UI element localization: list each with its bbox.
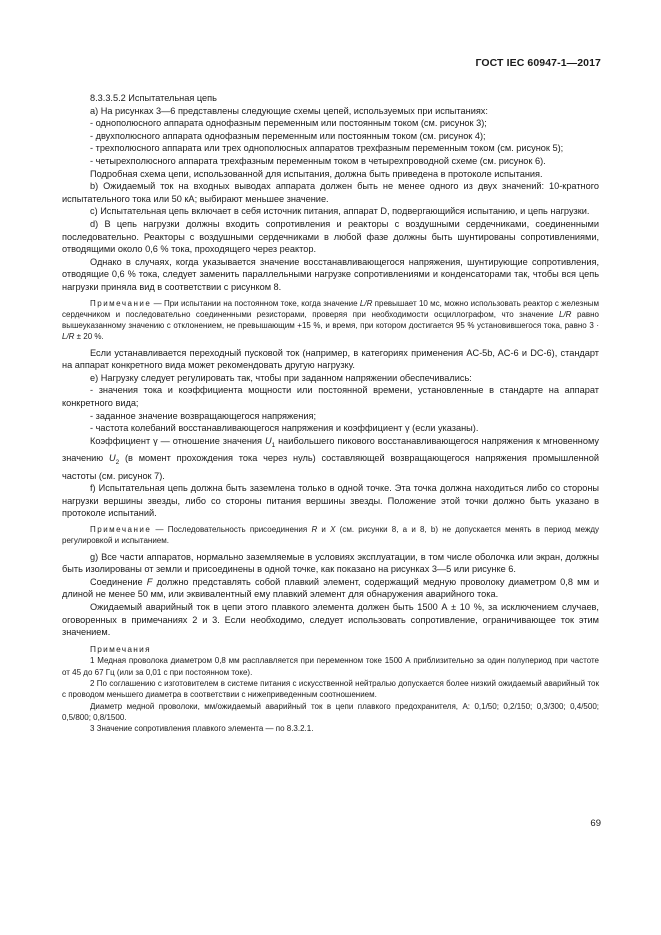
list-item: - четырехполюсного аппарата трехфазным переменным током в четырехпроводной схеме (см. рисунок 6). [90, 155, 546, 166]
paragraph: Однако в случаях, когда указывается значение восстанавливающегося напряжения, шунтирующие сопротивления, отводящие 0,6 % тока, следует заменить параллельными нагрузке сопротивлениями и конденсаторами так, чтобы вся цепь нагрузки приняла вид в соответствии с рисунком 8. [62, 256, 599, 292]
paragraph: g) Все части аппаратов, нормально заземляемые в условиях эксплуатации, в том числе оболочка или экран, должны быть изолированы от земли и присоединены в одной точке, как показано на рисунках 3—5 или рисунке 6. [62, 551, 599, 575]
paragraph: a) На рисунках 3—6 представлены следующие схемы цепей, используемых при испытаниях: [90, 105, 488, 116]
paragraph: e) Нагрузку следует регулировать так, чтобы при заданном напряжении обеспечивались: [90, 372, 472, 383]
page-number: 69 [590, 818, 601, 829]
list-item: - двухполюсного аппарата однофазным переменным или постоянным током (см. рисунок 4); [90, 130, 486, 141]
note-paragraph: Примечание — При испытании на постоянном токе, когда значение L/R превышает 10 мс, можно использовать реактор с железным сердечником и последовательно соединенными резисторами, проверяя при необходимости осциллографом, что значение L/R равно вышеуказанному значению с отклонением, не превышающим +15 %, и время, при котором достигается 95 % установившегося тока, равно 3 · L/R ± 20 %. [62, 298, 599, 342]
paragraph: d) В цепь нагрузки должны входить сопротивления и реакторы с воздушными сердечниками, соединенными последовательно. Реакторы с воздушными сердечниками в любой фазе должны быть шунтированы сопротивлениями, отводящими около 0,6 % тока, проходящего через реактор. [62, 218, 599, 255]
paragraph: Если устанавливается переходный пусковой ток (например, в категориях применения AC-5b, AC-6 и DC-6), стандарт на аппарат конкретного вида может рекомендовать другую нагрузку. [62, 347, 599, 371]
note-label: Примечание [90, 298, 152, 308]
paragraph: c) Испытательная цепь включает в себя источник питания, аппарат D, подвергающийся испытанию, и цепь нагрузки. [90, 206, 590, 217]
note-item: 2 По соглашению с изготовителем в системе питания с искусственной нейтралью допускается более низкий ожидаемый аварийный ток с проводом меньшего диаметра в соответствии с нижеприведенным соотношением. [62, 679, 599, 700]
note-item: 3 Значение сопротивления плавкого элемента — по 8.3.2.1. [90, 724, 314, 734]
list-item: - частота колебаний восстанавливающегося напряжения и коэффициент γ (если указаны). [90, 423, 479, 434]
note-item: Диаметр медной проволоки, мм/ожидаемый аварийный ток в цепи плавкого предохранителя, А: 0,1/50; 0,2/150; 0,3/300; 0,4/500; 0,5/800; 0,8/1500. [62, 701, 599, 722]
paragraph: Ожидаемый аварийный ток в цепи этого плавкого элемента должен быть 1500 А ± 10 %, за исключением случаев, оговоренных в примечаниях 2 и 3. Если необходимо, следует использовать сопротивление, ограничивающее ток этим значением. [62, 602, 599, 638]
note-label: Примечание [90, 525, 152, 535]
paragraph: Коэффициент γ — отношение значения $U_1$ наибольшего пикового восстанавливающегося напряжения к мгновенному значению $U_2$ (в момент прохождения тока через нуль) составляющей возвращающегося напряжения промышленной частоты (см. рисунок 7). [62, 435, 599, 481]
paragraph: Соединение F должно представлять собой плавкий элемент, содержащий медную проволоку диаметром 0,8 мм и длиной не менее 50 мм, или эквивалентный ему плавкий элемент для обнаружения аварийного тока. [62, 576, 599, 600]
note-item: 1 Медная проволока диаметром 0,8 мм расплавляется при переменном токе 1500 А приблизительно за один полупериод при частоте от 45 до 67 Гц (или за 0,01 с при постоянном токе). [62, 656, 599, 677]
section-heading: 8.3.3.5.2 Испытательная цепь [90, 93, 217, 103]
notes-heading: Примечания [90, 643, 151, 654]
standard-code-header: ГОСТ IEC 60947-1—2017 [475, 57, 601, 69]
list-item: - значения тока и коэффициента мощности или постоянной времени, установленные в стандарте на аппарат конкретного вида; [62, 385, 599, 409]
list-item: - заданное значение возвращающегося напряжения; [90, 410, 317, 421]
paragraph: f) Испытательная цепь должна быть заземлена только в одной точке. Эта точка должна находиться либо со стороны нагрузки вершины звезды, либо со стороны питания вершины звезды. Положение этой точки должно быть указано в протоколе испытаний. [62, 483, 599, 519]
paragraph: Подробная схема цепи, использованной для испытания, должна быть приведена в протоколе испытания. [90, 168, 543, 179]
list-item: - однополюсного аппарата однофазным переменным или постоянным током (см. рисунок 3); [90, 118, 487, 129]
paragraph: b) Ожидаемый ток на входных выводах аппарата должен быть не менее одного из двух значений: 10-кратного испытательного тока или 50 кА; выбирают меньшее значение. [62, 181, 599, 204]
list-item: - трехполюсного аппарата или трех однополюсных аппаратов трехфазным переменным током (см. рисунок 5); [90, 143, 564, 154]
note-paragraph: Примечание — Последовательность присоединения R и X (см. рисунки 8, а и 8, b) не допускается менять в период между регулировкой и испытанием. [62, 525, 599, 546]
document-body [62, 92, 599, 734]
